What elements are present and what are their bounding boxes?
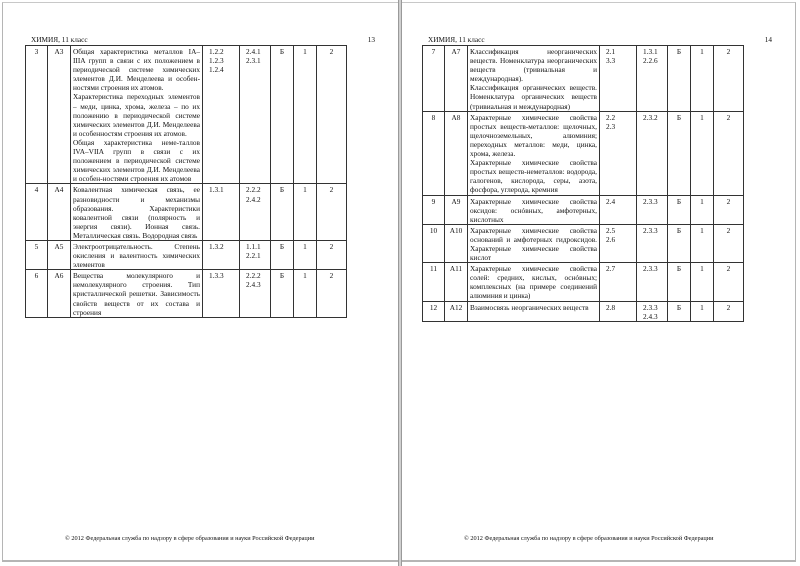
max-points: 1 — [294, 46, 317, 184]
task-description — [71, 184, 203, 241]
task-code: А11 — [445, 263, 468, 301]
completion-time: 2 — [714, 46, 744, 112]
task-code: А5 — [48, 240, 71, 269]
content-element-code: 1.2.4 — [209, 65, 224, 75]
task-code: А10 — [445, 224, 468, 262]
page-number: 13 — [367, 35, 375, 44]
specification-table — [25, 45, 347, 318]
requirement-codes — [637, 301, 668, 321]
task-number: 3 — [26, 46, 48, 184]
page-13 — [2, 2, 398, 562]
requirement-code: 2.3.3 — [643, 225, 658, 235]
task-description — [468, 224, 600, 262]
description-paragraph: Взаимосвязь неорганических веществ — [470, 302, 589, 312]
content-elements — [600, 301, 637, 321]
table-body — [26, 46, 347, 318]
completion-time: 2 — [714, 111, 744, 195]
max-points: 1 — [294, 184, 317, 241]
content-elements — [600, 224, 637, 262]
description-paragraph: Ковалентная химическая связь, ее разновидности и механизмы образования. Характеристики ковалентной связи (полярность и энергия связи). Ионная связь. Металлическая связь. Водородная связь — [73, 185, 200, 240]
content-element-code: 2.2 — [606, 112, 616, 122]
task-code: А7 — [445, 46, 468, 112]
requirement-code: 2.4.1 — [246, 47, 261, 56]
table-row — [26, 240, 347, 269]
difficulty-level: Б — [668, 301, 691, 321]
max-points: 1 — [691, 263, 714, 301]
requirement-code: 2.2.2 — [246, 185, 261, 195]
requirement-code: 2.3.3 — [643, 196, 658, 206]
table-row — [423, 111, 744, 195]
completion-time: 2 — [317, 184, 347, 241]
description-paragraph: Характеристика переходных элементов – меди, цинка, хрома, железа – по их положению в периодической системе химических элементов Д.И. Менделеева и особенностям строения их атомов. — [73, 92, 200, 138]
completion-time: 2 — [317, 240, 347, 269]
difficulty-level: Б — [668, 195, 691, 224]
max-points: 1 — [691, 195, 714, 224]
task-number: 5 — [26, 240, 48, 269]
page-14 — [402, 2, 796, 562]
requirement-code: 2.3.3 — [643, 264, 658, 274]
task-code: А9 — [445, 195, 468, 224]
max-points: 1 — [691, 111, 714, 195]
difficulty-level: Б — [668, 46, 691, 112]
content-element-code: 2.7 — [606, 264, 616, 274]
table-row — [423, 224, 744, 262]
content-element-code: 2.1 — [606, 47, 616, 56]
description-paragraph: Характерные химические свойства оснований и амфотерных гидроксидов. Характерные химические свойства кислот — [470, 225, 597, 263]
description-paragraph: Характерные химические свойства солей: средних, кислых, оснóвных; комплексных (на примере соединений алюминия и цинка) — [470, 264, 597, 301]
requirement-code: 2.4.2 — [246, 194, 261, 204]
content-element-code: 2.5 — [606, 225, 616, 235]
content-element-code: 1.2.3 — [209, 56, 224, 66]
content-element-code: 1.3.3 — [209, 271, 224, 281]
task-code: А6 — [48, 270, 71, 317]
table-body — [423, 46, 744, 322]
content-elements — [600, 263, 637, 301]
requirement-code: 2.2.1 — [246, 251, 261, 261]
description-paragraph: Характерные химические свойства простых веществ-металлов: щелочных, щелочноземельных, алюминия; переходных металлов: меди, цинка, хрома, железа. — [470, 112, 597, 159]
table-row — [26, 46, 347, 184]
difficulty-level: Б — [271, 46, 294, 184]
task-number: 9 — [423, 195, 445, 224]
requirement-code: 1.1.1 — [246, 241, 261, 251]
table-row — [423, 195, 744, 224]
task-code: А3 — [48, 46, 71, 184]
content-elements — [203, 240, 240, 269]
content-element-code: 2.8 — [606, 302, 616, 312]
content-element-code: 1.3.1 — [209, 185, 224, 195]
max-points: 1 — [691, 46, 714, 112]
content-element-code: 2.4 — [606, 196, 616, 206]
completion-time: 2 — [714, 224, 744, 262]
description-paragraph: Электроотрицательность. Степень окисления и валентность химических элементов — [73, 241, 200, 270]
content-elements — [600, 46, 637, 112]
max-points: 1 — [691, 301, 714, 321]
difficulty-level: Б — [668, 263, 691, 301]
task-number: 12 — [423, 301, 445, 321]
content-elements — [600, 111, 637, 195]
content-elements — [600, 195, 637, 224]
requirement-codes — [240, 46, 271, 184]
task-number: 8 — [423, 111, 445, 195]
requirement-code: 2.2.2 — [246, 271, 261, 281]
description-paragraph: Классификация органических веществ. Номенклатура органических веществ (тривиальная и международная) — [470, 83, 597, 111]
table-row — [423, 263, 744, 301]
copyright-footer: © 2012 Федеральная служба по надзору в сфере образования и науки Российской Федерации — [464, 535, 714, 542]
task-code: А4 — [48, 184, 71, 241]
description-paragraph: Характерные химические свойства оксидов: оснóвных, амфотерных, кислотных — [470, 196, 597, 224]
description-paragraph: Характерные химические свойства простых веществ-неметаллов: водорода, галогенов, кислорода, серы, азота, фосфора, углерода, кремния — [470, 158, 597, 195]
requirement-code: 2.2.6 — [643, 56, 658, 66]
requirement-code: 2.3.3 — [643, 302, 658, 312]
content-element-code: 2.6 — [606, 234, 616, 244]
task-description — [468, 111, 600, 195]
running-head — [428, 35, 772, 44]
requirement-codes — [240, 270, 271, 317]
requirement-code: 1.3.1 — [643, 47, 658, 56]
running-head-subject: ХИМИЯ, 11 класс — [31, 35, 88, 44]
content-elements — [203, 270, 240, 317]
content-elements — [203, 184, 240, 241]
max-points: 1 — [294, 270, 317, 317]
difficulty-level: Б — [668, 111, 691, 195]
task-code: А12 — [445, 301, 468, 321]
table-row — [423, 301, 744, 321]
task-description — [71, 240, 203, 269]
difficulty-level: Б — [271, 184, 294, 241]
task-description — [468, 301, 600, 321]
running-head — [31, 35, 375, 44]
table-row — [423, 46, 744, 112]
task-description — [71, 270, 203, 317]
table-row — [26, 184, 347, 241]
requirement-codes — [240, 240, 271, 269]
description-paragraph: Общая характеристика металлов IA–IIIA групп в связи с их положением в периодической системе химических элементов Д.И. Менделеева и особен-ностями строения их атомов. — [73, 47, 200, 93]
description-paragraph: Общая характеристика неме-таллов IVA–VIIA групп в связи с их положением в периодической системе химических элементов Д.И. Менделеева и особен-ностями строения их атомов — [73, 137, 200, 184]
max-points: 1 — [294, 240, 317, 269]
content-element-code: 1.3.2 — [209, 241, 224, 251]
content-element-code: 2.3 — [606, 121, 616, 131]
completion-time: 2 — [714, 301, 744, 321]
table-row — [26, 270, 347, 317]
page-number: 14 — [764, 35, 772, 44]
requirement-codes — [240, 184, 271, 241]
running-head-subject: ХИМИЯ, 11 класс — [428, 35, 485, 44]
description-paragraph: Классификация неорганических веществ. Номенклатура неорганических веществ (тривиальная и международная). — [470, 47, 597, 84]
description-paragraph: Вещества молекулярного и немолекулярного строения. Тип кристаллической решетки. Зависимость свойств веществ от их состава и строения — [73, 271, 200, 317]
difficulty-level: Б — [271, 270, 294, 317]
difficulty-level: Б — [668, 224, 691, 262]
requirement-codes — [637, 46, 668, 112]
completion-time: 2 — [317, 270, 347, 317]
task-number: 11 — [423, 263, 445, 301]
requirement-code: 2.3.2 — [643, 112, 658, 122]
content-element-code: 1.2.2 — [209, 47, 224, 56]
task-number: 6 — [26, 270, 48, 317]
requirement-code: 2.4.3 — [246, 280, 261, 290]
content-element-code: 3.3 — [606, 56, 616, 66]
requirement-code: 2.3.1 — [246, 56, 261, 66]
requirement-codes — [637, 195, 668, 224]
task-number: 10 — [423, 224, 445, 262]
completion-time: 2 — [714, 263, 744, 301]
task-description — [468, 46, 600, 112]
content-elements — [203, 46, 240, 184]
task-description — [468, 195, 600, 224]
requirement-codes — [637, 111, 668, 195]
task-number: 4 — [26, 184, 48, 241]
requirement-codes — [637, 224, 668, 262]
requirement-codes — [637, 263, 668, 301]
requirement-code: 2.4.3 — [643, 311, 658, 321]
copyright-footer: © 2012 Федеральная служба по надзору в сфере образования и науки Российской Федерации — [65, 535, 315, 542]
task-description — [71, 46, 203, 184]
completion-time: 2 — [317, 46, 347, 184]
task-code: А8 — [445, 111, 468, 195]
page-gutter-highlight — [399, 0, 401, 566]
difficulty-level: Б — [271, 240, 294, 269]
max-points: 1 — [691, 224, 714, 262]
completion-time: 2 — [714, 195, 744, 224]
task-description — [468, 263, 600, 301]
task-number: 7 — [423, 46, 445, 112]
specification-table — [422, 45, 744, 322]
